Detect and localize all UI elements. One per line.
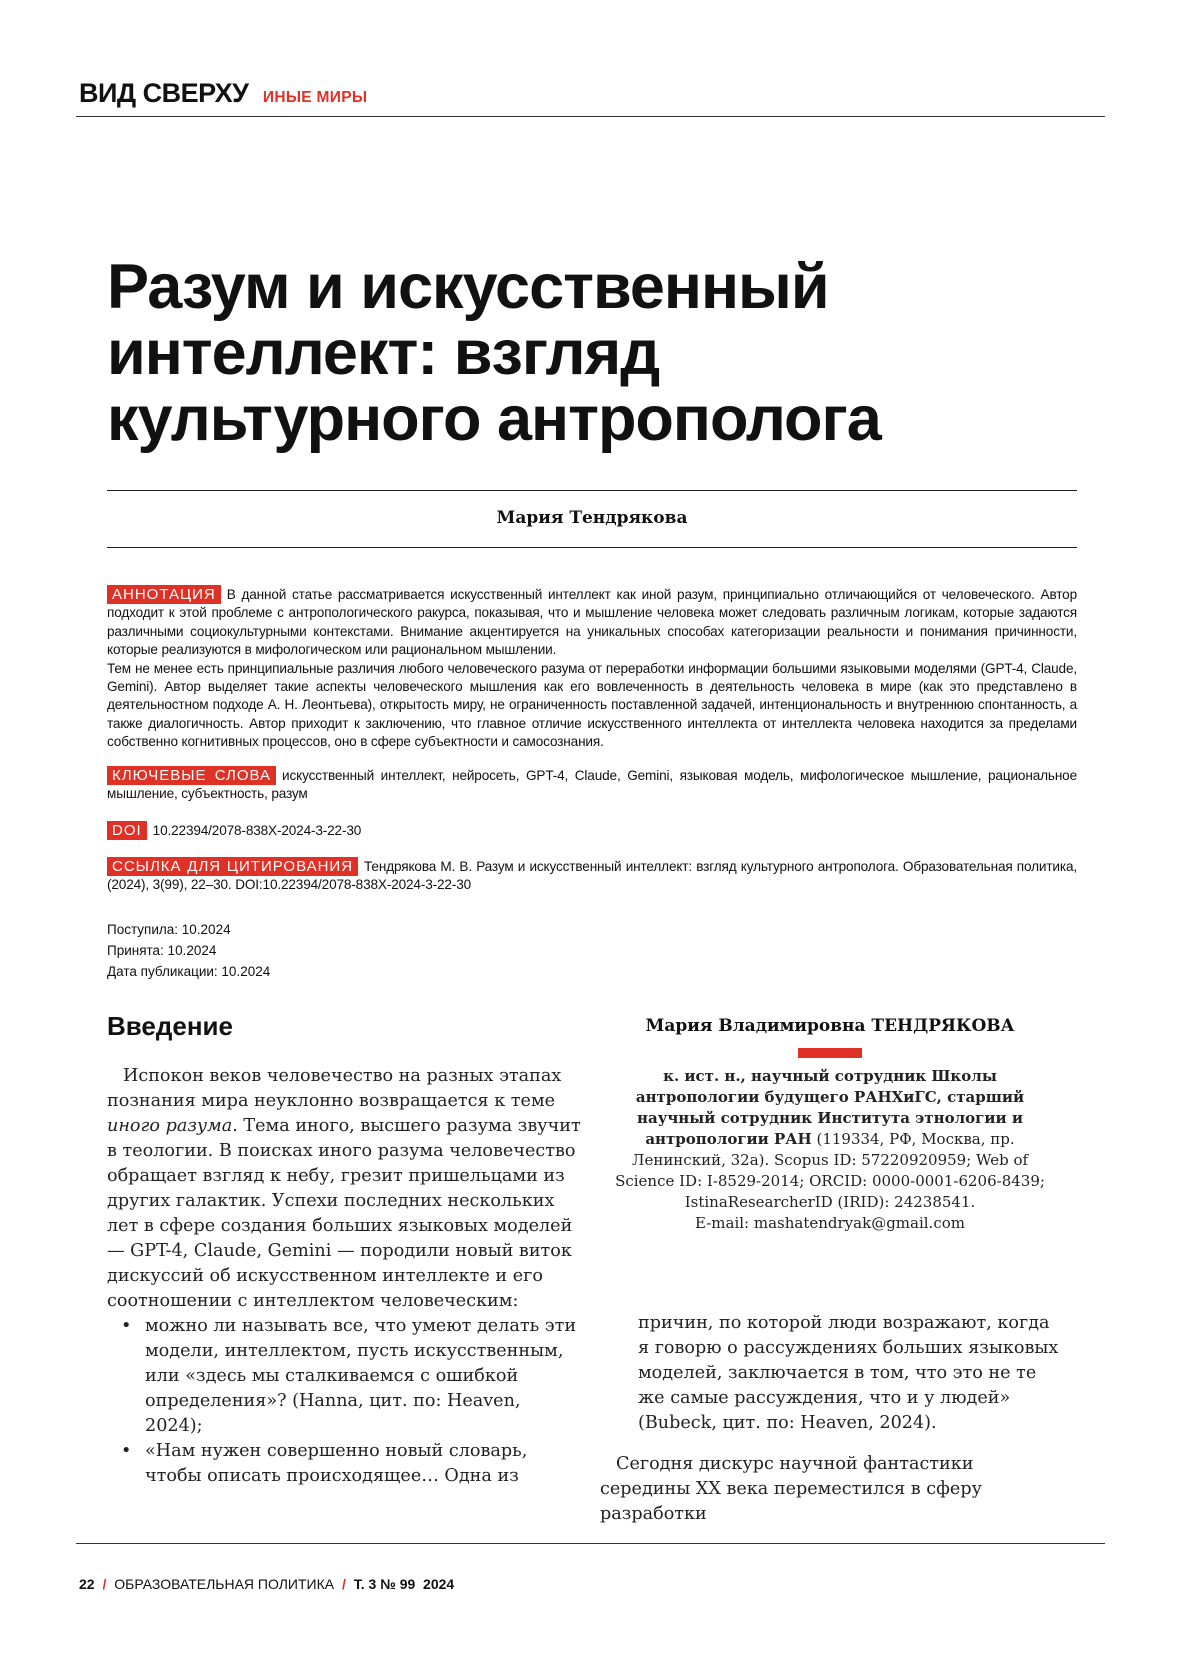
subsection-title: ИНЫЕ МИРЫ bbox=[263, 89, 367, 106]
title-rule-bottom bbox=[107, 547, 1077, 548]
title-line-2: интеллект: взгляд bbox=[107, 320, 1067, 386]
author-box-accent-bar bbox=[798, 1048, 862, 1058]
header-rule bbox=[76, 116, 1105, 117]
intro-right-column bbox=[600, 1311, 1060, 1527]
keywords bbox=[107, 767, 1077, 804]
page-number: 22 bbox=[79, 1576, 95, 1592]
author-name: Мария Тендрякова bbox=[107, 508, 1077, 528]
date-accepted: Принята: 10.2024 bbox=[107, 940, 270, 961]
intro-left-column bbox=[107, 1064, 582, 1489]
running-header bbox=[79, 78, 1079, 112]
author-box bbox=[600, 1016, 1060, 1234]
intro-bullets bbox=[107, 1314, 582, 1489]
intro-emphasis: иного разума bbox=[107, 1116, 232, 1136]
doi-label: DOI bbox=[107, 821, 147, 840]
abstract-label: АННОТАЦИЯ bbox=[107, 585, 221, 604]
bullet-item-1: • можно ли называть все, что умеют делать эти модели, интеллектом, пусть искусственным, или «здесь мы сталкиваемся с ошибкой определения»? (Hanna, цит. по: Heaven, 2024); bbox=[107, 1314, 582, 1439]
author-box-affiliation: к. ист. н., научный сотрудник Школы антропологии будущего РАНХиГС, старший научный сотрудник Института этнологии и антропологии РАН (119334, РФ, Москва, пр. Ленинский, 32а). Scopus ID: 57220920959; Web of Science ID: I-8529-2014; ORCID: 0000-0001-6206-8439; IstinaResearcherID (IRID): 24238541. E-mail: mashatendryak@gmail.com bbox=[600, 1066, 1060, 1234]
footer-slash-2: / bbox=[342, 1576, 346, 1592]
intro-heading: Введение bbox=[107, 1011, 233, 1042]
author-box-name: Мария Владимировна ТЕНДРЯКОВА bbox=[600, 1016, 1060, 1036]
citation bbox=[107, 858, 1077, 895]
article-title bbox=[107, 254, 1067, 452]
author-email[interactable]: E-mail: mashatendryak@gmail.com bbox=[695, 1214, 965, 1232]
title-line-3: культурного антрополога bbox=[107, 386, 1067, 452]
title-rule-top bbox=[107, 490, 1077, 491]
abstract-paragraph-2: Тем не менее есть принципиальные различия любого человеческого разума от переработки информации большими языковыми моделями (GPT-4, Claude, Gemini). Автор выделяет такие аспекты человеческого мышления как его вовлеченность в деятельность человека в мире (как это представлено в деятельностном подходе А. Н. Леонтьева), открытость миру, не ограниченность поставленной задачей, интенциональность и внутреннюю спонтанность, а также диалогичность. Автор приходит к заключению, что главное отличие искусственного интеллекта от интеллекта человека находится за пределами собственно когнитивных процессов, оно в сфере субъектности и самосознания. bbox=[107, 660, 1077, 752]
doi-value[interactable]: 10.22394/2078-838X-2024-3-22-30 bbox=[153, 823, 362, 838]
issue-info: Т. 3 № 99 2024 bbox=[354, 1576, 454, 1592]
section-title: ВИД СВЕРХУ bbox=[79, 78, 248, 108]
bullet-item-2: • «Нам нужен совершенно новый словарь, чтобы описать происходящее… Одна из bbox=[107, 1439, 582, 1489]
page-footer bbox=[79, 1576, 454, 1592]
intro-paragraph-1: Испокон веков человечество на разных этапах познания мира неуклонно возвращается к теме иного разума. Тема иного, высшего разума звучит в теологии. В поисках иного разума человечество обращает взгляд к небу, грезит пришельцами из других галактик. Успехи последних нескольких лет в сфере создания больших языковых моделей — GPT-4, Claude, Gemini — породили новый виток дискуссий об искусственном интеллекте и его соотношении с интеллектом человеческим: bbox=[107, 1064, 582, 1314]
abstract bbox=[107, 586, 1077, 752]
footer-rule bbox=[76, 1543, 1105, 1544]
abstract-paragraph-1: В данной статье рассматривается искусственный интеллект как иной разум, принципиально отличающийся от человеческого. Автор подходит к этой проблеме с антропологического ракурса, показывая, что и мышление человека может следовать различным логикам, которые задаются различными социокультурными контекстами. Внимание акцентируется на уникальных способах категоризации реальности и понимания причинности, которые реализуются в мифологическом или рациональном мышлении. bbox=[107, 587, 1077, 657]
keywords-text: искусственный интеллект, нейросеть, GPT-4, Claude, Gemini, языковая модель, мифологическое мышление, рациональное мышление, субъектность, разум bbox=[107, 768, 1077, 801]
quote-continuation: причин, по которой люди возражают, когда я говорю о рассуждениях больших языковых моделей, заключается в том, что это не те же самые рассуждения, что и у людей» (Bubeck, цит. по: Heaven, 2024). bbox=[600, 1311, 1060, 1436]
date-received: Поступила: 10.2024 bbox=[107, 919, 270, 940]
title-line-1: Разум и искусственный bbox=[107, 254, 1067, 320]
footer-slash-1: / bbox=[102, 1576, 106, 1592]
intro-paragraph-2: Сегодня дискурс научной фантастики середины XX века переместился в сферу разработки bbox=[600, 1452, 1060, 1527]
journal-name: ОБРАЗОВАТЕЛЬНАЯ ПОЛИТИКА bbox=[114, 1576, 334, 1592]
citation-text: Тендрякова М. В. Разум и искусственный интеллект: взгляд культурного антрополога. Образовательная политика, (2024), 3(99), 22–30. DOI:10.22394/2078-838X-2024-3-22-30 bbox=[107, 859, 1077, 892]
keywords-label: КЛЮЧЕВЫЕ СЛОВА bbox=[107, 766, 276, 785]
citation-label: ССЫЛКА ДЛЯ ЦИТИРОВАНИЯ bbox=[107, 857, 358, 876]
date-published: Дата публикации: 10.2024 bbox=[107, 961, 270, 982]
doi bbox=[107, 822, 1077, 840]
publication-dates bbox=[107, 919, 270, 982]
